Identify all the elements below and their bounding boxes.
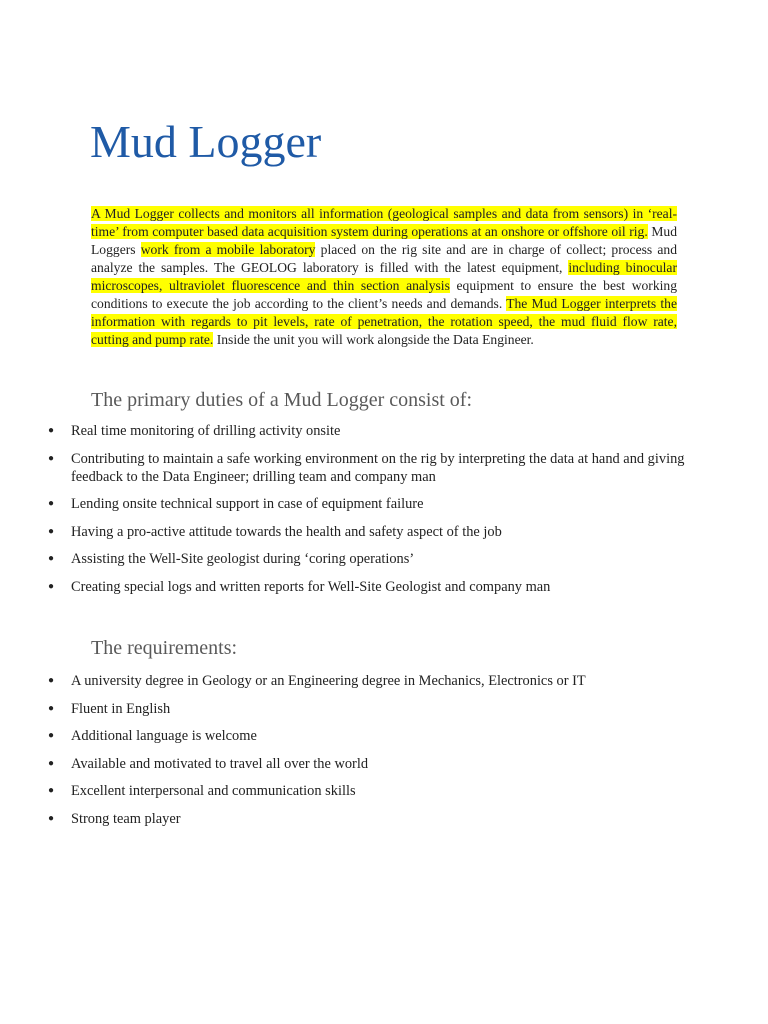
bullet-icon: ● (48, 675, 55, 686)
list-item (0, 578, 768, 596)
intro-segment: Inside the unit you will work alongside the Data Engineer. (213, 332, 534, 347)
bullet-icon: ● (48, 498, 55, 509)
page-title: Mud Logger (90, 116, 322, 167)
list-item (0, 672, 768, 690)
bullet-icon: ● (48, 580, 55, 592)
list-item (0, 550, 768, 568)
highlighted-text: including binocular microscopes, ultraviolet fluorescence and thin section analysis (91, 260, 677, 293)
list-item (0, 450, 768, 486)
bullet-icon: ● (48, 452, 55, 464)
intro-segment: placed on the rig site and are in charge of collect; process and analyze the samples. The GEOLOG laboratory is filled with the latest equipment, (91, 242, 677, 275)
list-item-text: Available and motivated to travel all over the world (71, 755, 369, 772)
highlighted-text: The Mud Logger interprets the information with regards to pit levels, rate of penetration, the rotation speed, the mud fluid flow rate, cutting and pump rate. (91, 296, 677, 347)
list-item-text: Excellent interpersonal and communication skills (71, 783, 356, 799)
list-item-text: A university degree in Geology or an Engineering degree in Mechanics, Electronics or IT (71, 673, 586, 689)
list-item-text: Additional language is welcome (71, 728, 257, 744)
list-item (0, 727, 768, 745)
requirements-list (0, 672, 768, 837)
list-item (0, 495, 768, 513)
bullet-icon: ● (48, 525, 55, 537)
bullet-icon: ● (48, 702, 55, 714)
list-item-text: Contributing to maintain a safe working environment on the rig by interpreting the data at hand and giving feedback to the Data Engineer; drilling team and company man (71, 450, 685, 485)
bullet-icon: ● (48, 553, 55, 564)
highlighted-text: A Mud Logger collects and monitors all information (geological samples and data from sensors) in ‘real-time’ from computer based data acquisition system during operations at an onshore or offshore oil rig. (91, 206, 677, 239)
bullet-icon: ● (48, 730, 55, 741)
list-item-text: Having a pro-active attitude towards the health and safety aspect of the job (71, 523, 502, 540)
intro-paragraph (91, 205, 677, 349)
list-item (0, 782, 768, 800)
list-item (0, 700, 768, 718)
intro-segment: Mud Loggers (91, 224, 677, 257)
list-item-text: Strong team player (71, 810, 181, 827)
bullet-icon: ● (48, 757, 55, 769)
list-item-text: Fluent in English (71, 700, 171, 717)
list-item (0, 523, 768, 541)
list-item-text: Creating special logs and written reports for Well-Site Geologist and company man (71, 578, 551, 595)
list-item (0, 810, 768, 828)
list-item (0, 422, 768, 440)
list-item-text: Assisting the Well-Site geologist during ‘coring operations’ (71, 551, 415, 567)
requirements-heading: The requirements: (91, 637, 238, 659)
highlighted-text: work from a mobile laboratory (140, 242, 316, 257)
duties-list (0, 422, 768, 605)
list-item-text: Lending onsite technical support in case of equipment failure (71, 496, 424, 512)
list-item (0, 755, 768, 773)
duties-heading: The primary duties of a Mud Logger consist of: (91, 389, 473, 411)
list-item-text: Real time monitoring of drilling activity onsite (71, 423, 341, 439)
bullet-icon: ● (48, 425, 55, 436)
bullet-icon: ● (48, 785, 55, 796)
bullet-icon: ● (48, 812, 55, 824)
intro-segment: equipment to ensure the best working conditions to execute the job according to the client’s needs and demands. (91, 278, 677, 311)
